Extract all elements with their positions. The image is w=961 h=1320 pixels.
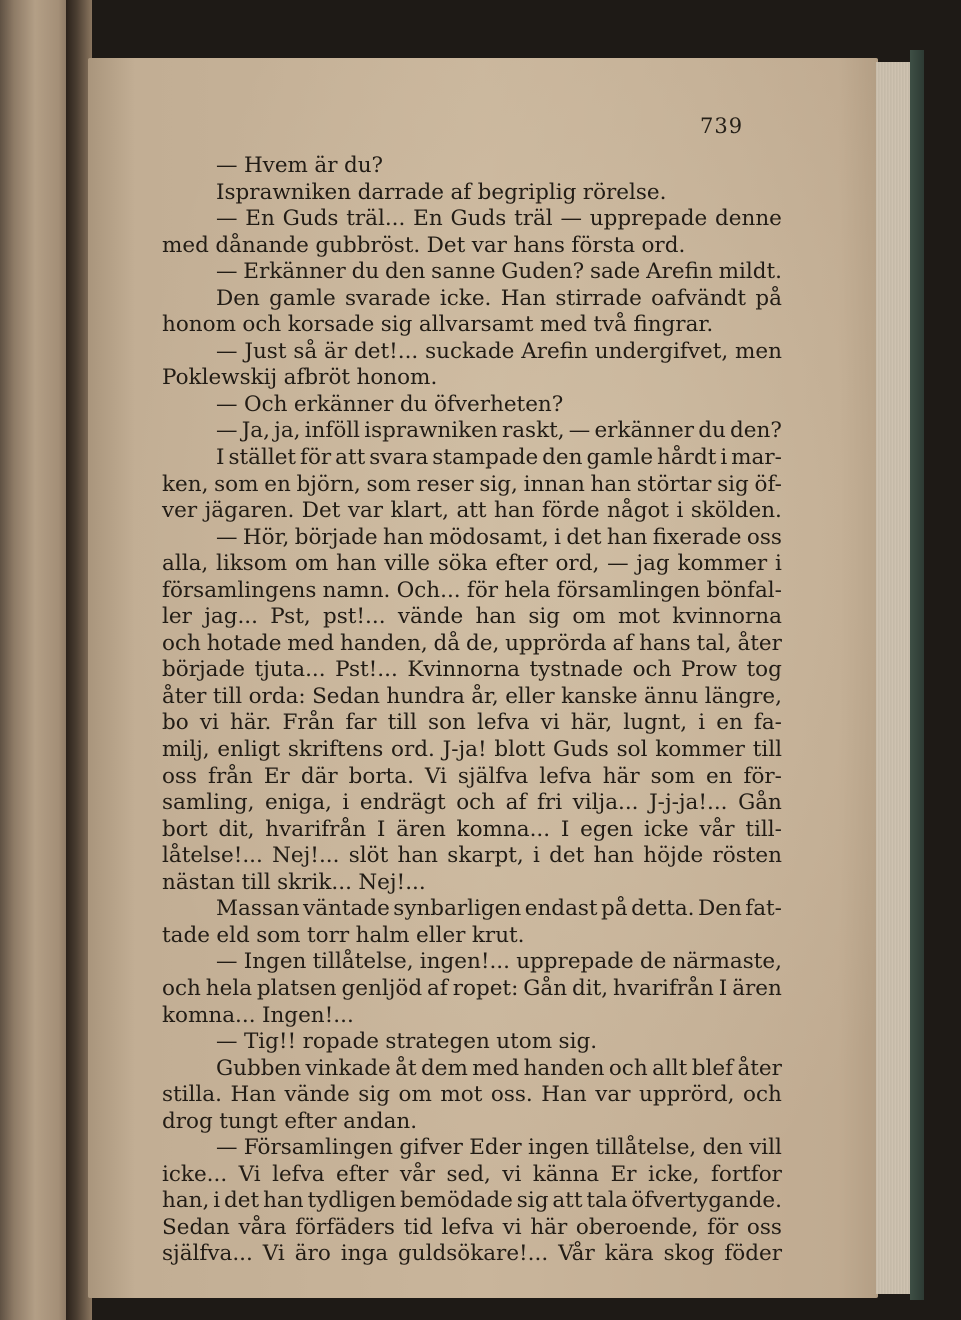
text-line: milj, enligt skriftens ord. J-ja! blott Guds sol kommer till: [162, 737, 782, 763]
text-line: oss från Er där borta. Vi själfva lefva här som en för-: [162, 763, 782, 789]
text-line: — Ja, ja, inföll isprawniken raskt, — erkänner du den?: [216, 418, 782, 444]
text-line: Poklewskij afbröt honom.: [162, 365, 438, 391]
text-line: — Hör, började han mödosamt, i det han fixerade oss: [216, 524, 782, 550]
text-line: bo vi här. Från far till son lefva vi här, lugnt, i en fa-: [162, 710, 782, 736]
text-line: — Tig!! ropade strategen utom sig.: [216, 1029, 598, 1055]
page-edges: [876, 62, 912, 1294]
text-line: drog tungt efter andan.: [162, 1108, 418, 1134]
text-line: komna... Ingen!...: [162, 1002, 354, 1028]
text-line: med dånande gubbröst. Det var hans första ord.: [162, 232, 686, 258]
text-line: alla, liksom om han ville söka efter ord, — jag kommer i: [162, 551, 782, 577]
text-line: bort dit, hvarifrån I ären komna... I egen icke vår till-: [162, 816, 782, 842]
text-line: — Erkänner du den sanne Guden? sade Arefin mildt.: [216, 259, 782, 285]
text-line: icke... Vi lefva efter vår sed, vi känna Er icke, fortfor: [162, 1161, 782, 1187]
text-line: och hotade med handen, då de, upprörda af hans tal, åter: [162, 630, 782, 656]
text-line: — Ingen tillåtelse, ingen!... upprepade de närmaste,: [216, 949, 782, 975]
text-line: började tjuta... Pst!... Kvinnorna tystnade och Prow tog: [162, 657, 782, 683]
text-line: nästan till skrik... Nej!...: [162, 869, 426, 895]
text-line: — Just så är det!... suckade Arefin undergifvet, men: [216, 338, 782, 364]
text-line: han, i det han tydligen bemödade sig att tala öfvertygande.: [162, 1188, 782, 1214]
text-line: ver jägaren. Det var klart, att han förde något i skölden.: [162, 498, 782, 524]
text-line: honom och korsade sig allvarsamt med två fingrar.: [162, 312, 714, 338]
text-line: Massan väntade synbarligen endast på detta. Den fat-: [216, 896, 782, 922]
text-line: Gubben vinkade åt dem med handen och allt blef åter: [216, 1055, 782, 1081]
text-line: Den gamle svarade icke. Han stirrade oafvändt på: [216, 285, 782, 311]
text-line: och hela platsen genljöd af ropet: Gån dit, hvarifrån I ären: [162, 975, 782, 1001]
text-line: — Och erkänner du öfverheten?: [216, 391, 564, 417]
text-line: — Församlingen gifver Eder ingen tillåtelse, den vill: [216, 1135, 782, 1161]
text-line: åter till orda: Sedan hundra år, eller kanske ännu längre,: [162, 683, 782, 709]
text-line: I stället för att svara stampade den gamle hårdt i mar-: [216, 445, 782, 471]
book-cover-edge: [910, 50, 924, 1300]
text-line: tade eld som torr halm eller krut.: [162, 922, 525, 948]
text-line: själfva... Vi äro inga guldsökare!... Vår kära skog föder: [162, 1241, 782, 1267]
text-line: ler jag... Pst, pst!... vände han sig om mot kvinnorna: [162, 604, 782, 630]
text-line: ken, som en björn, som reser sig, innan han störtar sig öf-: [162, 471, 782, 497]
text-line: Sedan våra förfäders tid lefva vi här oberoende, för oss: [162, 1214, 782, 1240]
body-text: [162, 153, 782, 1268]
text-line: — Hvem är du?: [216, 153, 384, 178]
text-line: Isprawniken darrade af begriplig rörelse.: [216, 179, 667, 205]
text-line: — En Guds träl... En Guds träl — upprepade denne: [216, 206, 782, 232]
page-number: 739: [700, 114, 744, 138]
text-line: församlingens namn. Och... för hela församlingen bönfal-: [162, 577, 782, 603]
text-line: samling, eniga, i endrägt och af fri vilja... J-j-ja!... Gån: [162, 790, 782, 816]
text-line: låtelse!... Nej!... slöt han skarpt, i det han höjde rösten: [162, 843, 782, 869]
text-line: stilla. Han vände sig om mot oss. Han var upprörd, och: [162, 1082, 782, 1108]
